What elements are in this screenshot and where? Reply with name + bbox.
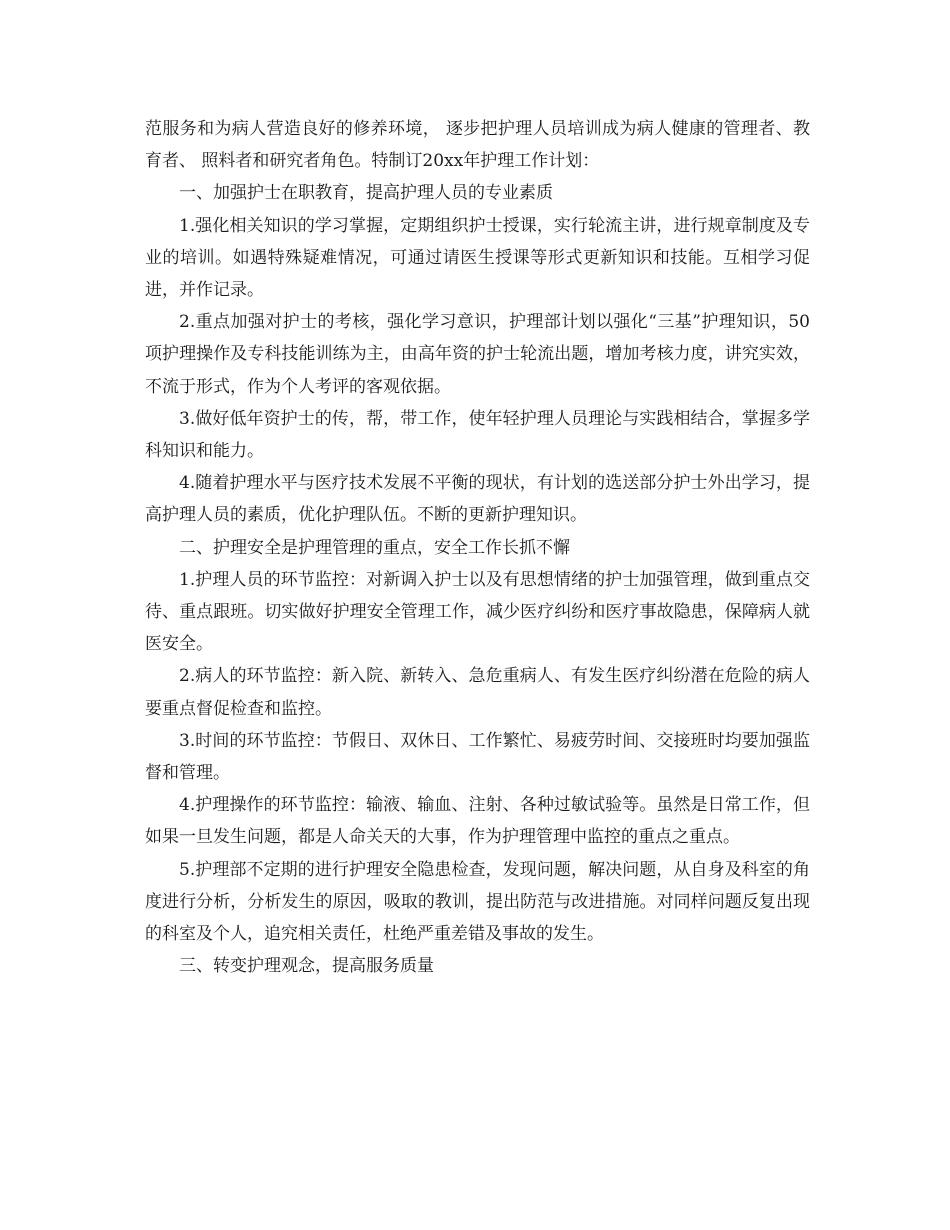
section-1-item-1: 1.强化相关知识的学习掌握，定期组织护士授课，实行轮流主讲，进行规章制度及专业的培训。如遇特殊疑难情况，可通过请医生授课等形式更新知识和技能。互相学习促进，并作记录。: [145, 215, 810, 301]
section-2-item-5: 5.护理部不定期的进行护理安全隐患检查，发现问题，解决问题，从自身及科室的角度进行分析，分析发生的原因，吸取的教训，提出防范与改进措施。对同样问题反复出现的科室及个人，追究相关责任，杜绝严重差错及事故的发生。: [145, 859, 810, 945]
section-1-item-4: 4.随着护理水平与医疗技术发展不平衡的现状，有计划的选送部分护士外出学习，提高护理人员的素质，优化护理队伍。不断的更新护理知识。: [145, 473, 810, 526]
section-heading-2: 二、护理安全是护理管理的重点，安全工作长抓不懈: [179, 537, 570, 558]
section-2-item-4: 4.护理操作的环节监控：输液、输血、注射、各种过敏试验等。虽然是日常工作，但如果一旦发生问题，都是人命关天的大事，作为护理管理中监控的重点之重点。: [145, 795, 810, 848]
section-2-item-1: 1.护理人员的环节监控：对新调入护士以及有思想情绪的护士加强管理，做到重点交待、重点跟班。切实做好护理安全管理工作，减少医疗纠纷和医疗事故隐患，保障病人就医安全。: [145, 569, 810, 655]
section-1-item-2: 2.重点加强对护士的考核，强化学习意识，护理部计划以强化“三基”护理知识，50项护理操作及专科技能训练为主，由高年资的护士轮流出题，增加考核力度，讲究实效，不流于形式，作为个人考评的客观依据。: [145, 312, 810, 397]
section-2-item-3: 3.时间的环节监控：节假日、双休日、工作繁忙、易疲劳时间、交接班时均要加强监督和管理。: [145, 730, 810, 784]
intro-paragraph: 范服务和为病人营造良好的修养环境， 逐步把护理人员培训成为病人健康的管理者、教育者、 照料者和研究者角色。特制订20xx年护理工作计划：: [145, 119, 810, 172]
section-heading-3: 三、转变护理观念，提高服务质量: [179, 956, 434, 977]
section-1-item-3: 3.做好低年资护士的传，帮，带工作，使年轻护理人员理论与实践相结合，掌握多学科知识和能力。: [145, 408, 810, 462]
section-2-item-2: 2.病人的环节监控：新入院、新转入、急危重病人、有发生医疗纠纷潜在危险的病人要重点督促检查和监控。: [145, 666, 810, 719]
document-body: [145, 113, 810, 982]
section-heading-1: 一、加强护士在职教育，提高护理人员的专业素质: [179, 183, 553, 204]
